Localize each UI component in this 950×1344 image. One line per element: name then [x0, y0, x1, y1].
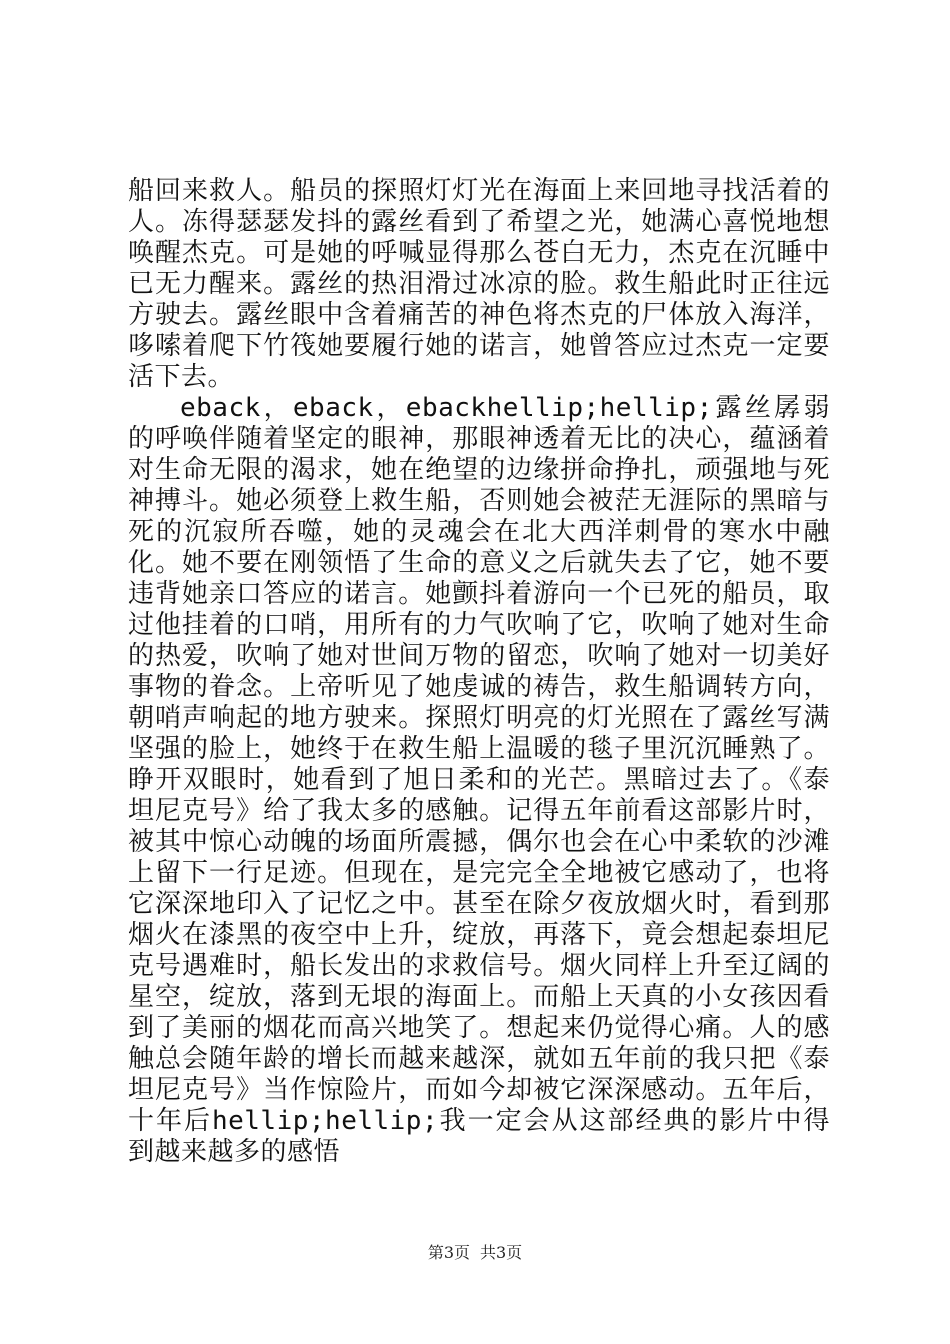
- page-number-total: 共3页: [480, 1243, 523, 1262]
- paragraph-2: eback，eback，ebackhellip;hellip;露丝孱弱的呼唤伴随着坚定的眼神，那眼神透着无比的决心，蕴涵着对生命无限的渴求，她在绝望的边缘拼命挣扎，顽强地与死神搏斗。她必须登上救生船，否则她会被茫无涯际的黑暗与死的沉寂所吞噬，她的灵魂会在北大西洋刺骨的寒水中融化。她不要在刚领悟了生命的意义之后就失去了它，她不要违背她亲口答应的诺言。她颤抖着游向一个已死的船员，取过他挂着的口哨，用所有的力气吹响了它，吹响了她对生命的热爱，吹响了她对世间万物的留恋，吹响了她对一切美好事物的眷念。上帝听见了她虔诚的祷告，救生船调转方向，朝哨声响起的地方驶来。探照灯明亮的灯光照在了露丝写满坚强的脸上，她终于在救生船上温暖的毯子里沉沉睡熟了。睁开双眼时，她看到了旭日柔和的光芒。黑暗过去了。《泰坦尼克号》给了我太多的感触。记得五年前看这部影片时，被其中惊心动魄的场面所震撼，偶尔也会在心中柔软的沙滩上留下一行足迹。但现在，是完完全全地被它感动了，也将它深深地印入了记忆之中。甚至在除夕夜放烟火时，看到那烟火在漆黑的夜空中上升，绽放，再落下，竟会想起泰坦尼克号遇难时，船长发出的求救信号。烟火同样上升至辽阔的星空，绽放，落到无垠的海面上。而船上天真的小女孩因看到了美丽的烟花而高兴地笑了。想起来仍觉得心痛。人的感触总会随年龄的增长而越来越深，就如五年前的我只把《泰坦尼克号》当作惊险片，而如今却被它深深感动。五年后，十年后hellip;hellip;我一定会从这部经典的影片中得到越来越多的感悟: [128, 393, 830, 1167]
- document-body: [128, 176, 830, 1168]
- paragraph-1: 船回来救人。船员的探照灯灯光在海面上来回地寻找活着的人。冻得瑟瑟发抖的露丝看到了希望之光，她满心喜悦地想唤醒杰克。可是她的呼喊显得那么苍白无力，杰克在沉睡中已无力醒来。露丝的热泪滑过冰凉的脸。救生船此时正往远方驶去。露丝眼中含着痛苦的神色将杰克的尸体放入海洋，哆嗦着爬下竹筏她要履行她的诺言，她曾答应过杰克一定要活下去。: [128, 176, 830, 392]
- page-footer: [0, 1243, 950, 1263]
- page-number-current: 第3页: [427, 1243, 470, 1262]
